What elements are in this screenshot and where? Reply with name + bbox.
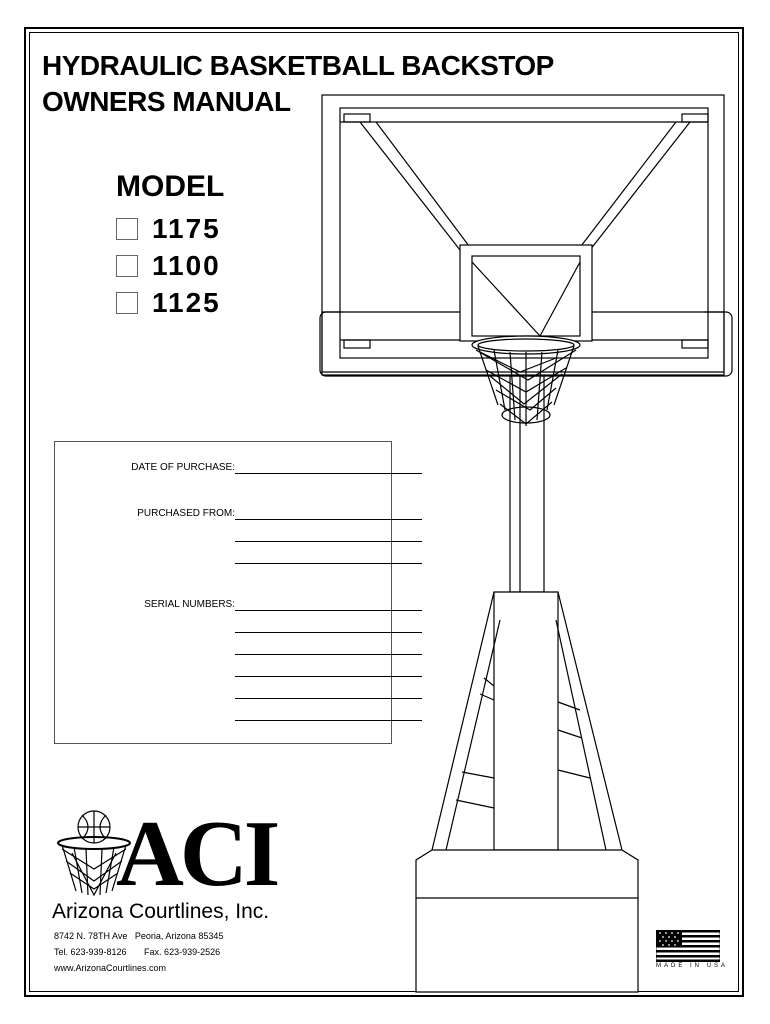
purchased-from-field[interactable]	[235, 563, 422, 564]
purchased-from-label: PURCHASED FROM:	[137, 508, 235, 519]
serial-number-field[interactable]	[235, 632, 422, 633]
model-option-1125[interactable]	[116, 288, 221, 318]
purchased-from-field[interactable]	[235, 519, 422, 520]
model-heading: MODEL	[116, 170, 225, 203]
model-number: 1175	[152, 213, 221, 244]
company-website[interactable]: www.ArizonaCourtlines.com	[54, 963, 167, 973]
serial-number-field[interactable]	[235, 654, 422, 655]
company-phone-fax: Tel. 623-939-8126 Fax. 623-939-2526	[54, 947, 221, 957]
us-flag-icon	[656, 930, 720, 962]
company-address: 8742 N. 78TH Ave Peoria, Arizona 85345	[54, 931, 224, 941]
title-line-2: OWNERS MANUAL	[42, 86, 291, 117]
date-of-purchase-label: DATE OF PURCHASE:	[131, 462, 235, 473]
page-title	[42, 48, 554, 120]
model-number: 1100	[152, 250, 221, 281]
title-line-1: HYDRAULIC BASKETBALL BACKSTOP	[42, 50, 554, 81]
serial-numbers-label: SERIAL NUMBERS:	[144, 599, 235, 610]
serial-number-field[interactable]	[235, 610, 422, 611]
purchase-info-form	[54, 441, 392, 744]
model-option-1175[interactable]	[116, 214, 221, 244]
model-checkbox[interactable]	[116, 255, 138, 277]
serial-number-field[interactable]	[235, 720, 422, 721]
model-option-1100[interactable]	[116, 251, 221, 281]
company-logo: ACI	[116, 802, 277, 906]
model-checkbox[interactable]	[116, 218, 138, 240]
serial-number-field[interactable]	[235, 698, 422, 699]
model-checkbox[interactable]	[116, 292, 138, 314]
purchased-from-field[interactable]	[235, 541, 422, 542]
company-name: Arizona Courtlines, Inc.	[52, 900, 270, 923]
date-of-purchase-field[interactable]	[235, 473, 422, 474]
made-in-usa-label: MADE IN USA	[656, 963, 729, 969]
model-number: 1125	[152, 287, 221, 318]
serial-number-field[interactable]	[235, 676, 422, 677]
